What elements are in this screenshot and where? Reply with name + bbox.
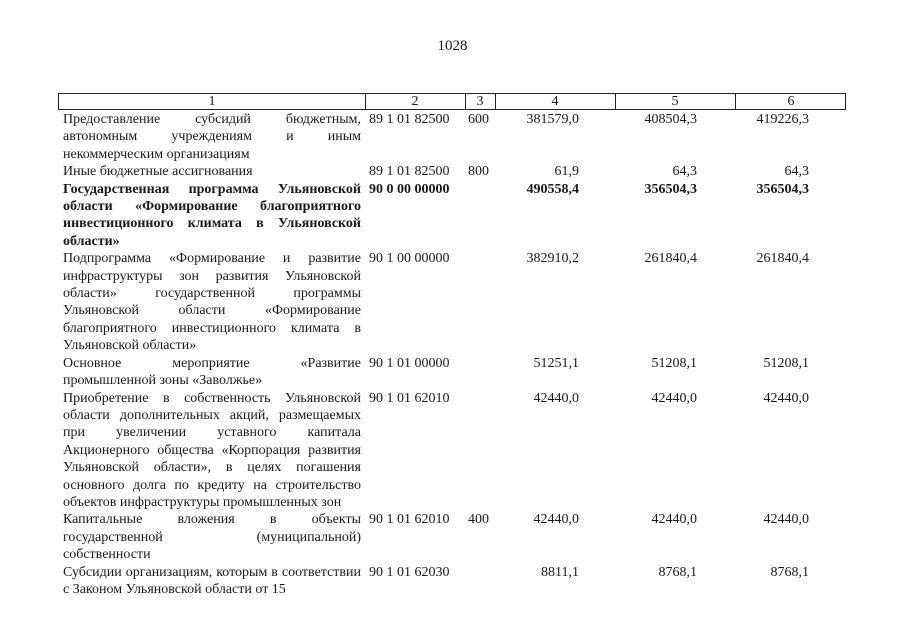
row-value-1: 51251,1: [533, 355, 579, 371]
row-name: Предоставление субсидий бюджетным, автономным учреждениям и иным некоммерческим организациям: [63, 112, 361, 162]
table-row-program: [63, 181, 853, 251]
table-row: [63, 163, 853, 180]
row-code: 90 1 01 62010: [369, 512, 450, 528]
row-name: Основное мероприятие «Развитие промышленной зоны «Заволжье»: [63, 355, 361, 389]
row-value-3: 51208,1: [763, 355, 809, 371]
row-value-1: 61,9: [554, 164, 579, 180]
row-value-1: 381579,0: [526, 112, 579, 127]
header-col-4: 4: [551, 94, 559, 109]
row-value-3: 356504,3: [756, 181, 809, 197]
row-value-1: 42440,0: [533, 390, 579, 406]
row-value-3: 419226,3: [756, 112, 809, 127]
header-col-2: 2: [411, 94, 419, 109]
row-expense-type: 800: [468, 164, 489, 180]
header-col-3: 3: [476, 94, 484, 109]
header-col-1: 1: [208, 94, 216, 109]
row-expense-type: 600: [468, 112, 489, 127]
table-row: [63, 511, 853, 563]
row-value-2: 42440,0: [651, 512, 697, 528]
row-name: Субсидии организациям, которым в соответствии с Законом Ульяновской области от 15: [63, 564, 361, 597]
row-name: Подпрограмма «Формирование и развитие инфраструктуры зон развития Ульяновской области» государственной программы Ульяновской области «Формирование благоприятного инвестиционного климата в Ульяновской области»: [63, 251, 361, 354]
header-col-6: 6: [787, 94, 795, 109]
row-value-3: 64,3: [784, 164, 809, 180]
table-row: [63, 250, 853, 354]
row-code: 90 0 00 00000: [369, 181, 450, 197]
table-row: [63, 355, 853, 390]
row-name: Капитальные вложения в объекты государственной (муниципальной) собственности: [63, 512, 361, 563]
row-value-3: 42440,0: [763, 390, 809, 406]
row-value-1: 8811,1: [541, 564, 579, 580]
row-value-2: 8768,1: [658, 564, 697, 580]
row-value-3: 42440,0: [763, 512, 809, 528]
row-code: 89 1 01 82500: [369, 112, 450, 127]
row-code: 90 1 01 62030: [369, 564, 450, 580]
row-code: 90 1 00 00000: [369, 251, 450, 267]
row-value-1: 382910,2: [526, 251, 579, 267]
row-name: Иные бюджетные ассигнования: [63, 164, 253, 180]
table-row: [63, 564, 853, 599]
header-col-5: 5: [671, 94, 679, 109]
row-code: 89 1 01 82500: [369, 164, 450, 180]
row-value-3: 261840,4: [756, 251, 809, 267]
row-value-2: 64,3: [672, 164, 697, 180]
row-code: 90 1 01 62010: [369, 390, 450, 406]
table-row: [63, 390, 853, 512]
row-value-2: 408504,3: [644, 112, 697, 127]
row-value-1: 490558,4: [526, 181, 579, 197]
row-value-2: 356504,3: [644, 181, 697, 197]
row-expense-type: 400: [468, 512, 489, 528]
table-header: [58, 93, 846, 110]
row-code: 90 1 01 00000: [369, 355, 450, 371]
row-name: Приобретение в собственность Ульяновской области дополнительных акций, размещаемых при увеличении уставного капитала Акционерного общества «Корпорация развития Ульяновской области», в целях погашения основного долга по кредиту на строительство объектов инфраструктуры промышленных зон: [63, 390, 361, 510]
row-name: Государственная программа Ульяновской области «Формирование благоприятного инвестиционного климата в Ульяновской области»: [63, 181, 361, 249]
row-value-2: 51208,1: [651, 355, 697, 371]
row-value-2: 261840,4: [644, 251, 697, 267]
row-value-3: 8768,1: [770, 564, 809, 580]
row-value-2: 42440,0: [651, 390, 697, 406]
page-number: 1028: [437, 38, 468, 54]
table-row: [63, 111, 853, 163]
row-value-1: 42440,0: [533, 512, 579, 528]
table-body: [63, 111, 853, 598]
